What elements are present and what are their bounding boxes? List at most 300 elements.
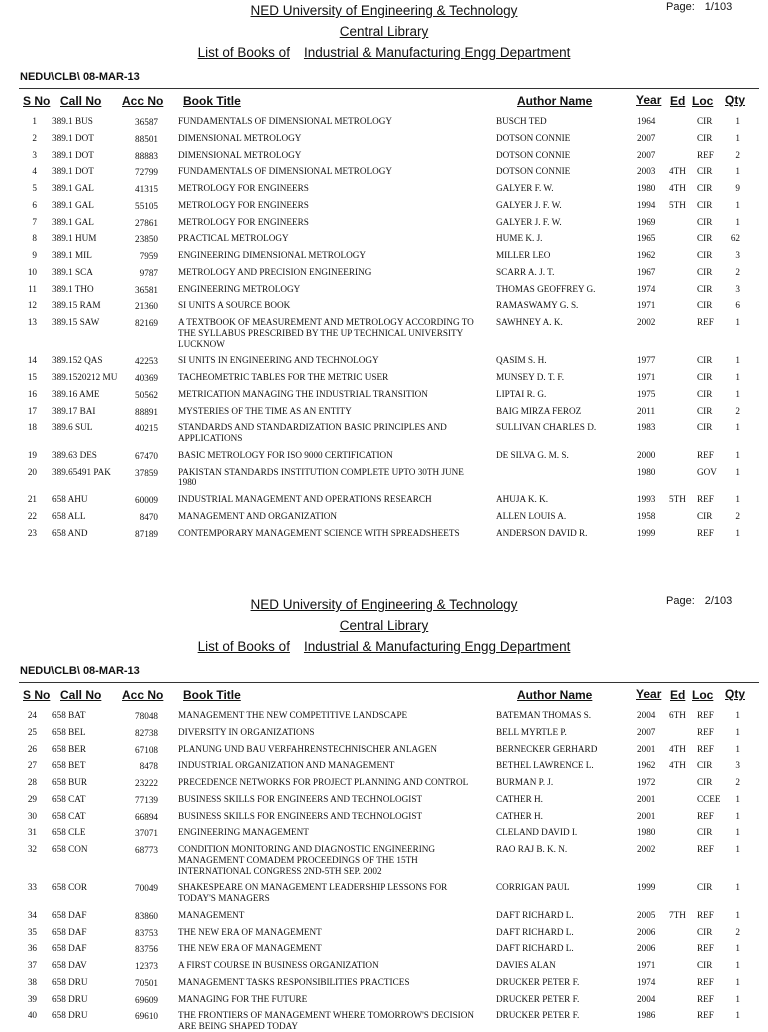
row-acc-no: 50562 (135, 389, 158, 400)
row-call-no: 389.1 DOT (52, 132, 94, 143)
row-loc: CIR (697, 250, 713, 260)
col-ed: Ed (670, 94, 686, 108)
row-qty: 1 (735, 743, 740, 754)
row-book-title: BUSINESS SKILLS FOR ENGINEERS AND TECHNOLOGIST (178, 793, 423, 804)
row-call-no: 389.152 QAS (52, 355, 103, 366)
row-loc: REF (697, 1010, 714, 1021)
row-year: 2002 (637, 844, 656, 854)
row-author-name: DOTSON CONNIE (496, 132, 571, 143)
row-call-no: 658 AND (52, 527, 88, 538)
row-author-name: GALYER F. W. (496, 183, 554, 193)
row-sno: 7 (32, 216, 37, 227)
row-call-no: 658 CAT (52, 793, 86, 804)
page-number: Page: 2/103 (666, 595, 733, 607)
university-title: NED University of Engineering & Technology (250, 597, 518, 612)
row-author-name: CORRIGAN PAUL (496, 882, 570, 893)
row-qty: 1 (735, 166, 740, 177)
row-qty: 1 (735, 132, 740, 143)
row-sno: 13 (27, 317, 37, 327)
row-acc-no: 40215 (135, 423, 158, 434)
row-author-name: DAFT RICHARD L. (496, 926, 574, 937)
row-book-title: MANAGEMENT (178, 909, 245, 920)
row-author-name: MUNSEY D. T. F. (496, 372, 565, 383)
col-book-title: Book Title (183, 688, 241, 702)
row-year: 1977 (637, 355, 656, 366)
row-call-no: 658 DAV (52, 960, 87, 971)
row-call-no: 389.1 BUS (52, 116, 93, 126)
row-author-name: ANDERSON DAVID R. (496, 527, 588, 538)
col-year: Year (636, 687, 662, 701)
row-call-no: 658 DAF (52, 909, 87, 920)
row-ed: 5TH (669, 199, 686, 210)
row-acc-no: 83753 (135, 927, 158, 938)
row-author-name: QASIM S. H. (496, 355, 547, 366)
row-qty: 2 (735, 510, 740, 521)
row-sno: 38 (27, 976, 37, 987)
row-sno: 33 (27, 882, 37, 893)
row-book-title: TACHEOMETRIC TABLES FOR THE METRIC USER (178, 372, 389, 383)
row-call-no: 389.1 HUM (52, 233, 97, 244)
row-call-no: 658 COR (52, 882, 87, 893)
row-acc-no: 36581 (135, 284, 158, 295)
row-qty: 1 (735, 422, 740, 433)
row-qty: 1 (735, 388, 740, 399)
row-book-title: METROLOGY FOR ENGINEERS (178, 216, 309, 227)
row-qty: 1 (735, 844, 740, 854)
library-title: Central Library (339, 618, 429, 633)
row-author-name: RAMASWAMY G. S. (496, 300, 579, 311)
row-author-name: RAO RAJ B. K. N. (496, 844, 568, 854)
row-author-name: BETHEL LAWRENCE L. (496, 760, 594, 771)
row-qty: 1 (735, 827, 740, 838)
row-author-name: CATHER H. (496, 810, 543, 821)
row-book-title: CONTEMPORARY MANAGEMENT SCIENCE WITH SPREADSHEETS (178, 527, 460, 538)
row-book-title: METRICATION MANAGING THE INDUSTRIAL TRANSITION (178, 388, 428, 399)
row-acc-no: 69609 (135, 994, 158, 1005)
row-loc: REF (697, 726, 714, 737)
row-call-no: 389.1 GAL (52, 216, 94, 227)
row-acc-no: 66894 (135, 811, 158, 822)
row-qty: 1 (735, 199, 740, 210)
row-ed: 4TH (669, 760, 686, 771)
row-loc: CIR (697, 388, 713, 399)
row-loc: CIR (697, 355, 713, 366)
row-call-no: 658 CAT (52, 810, 86, 821)
row-loc: CIR (697, 300, 713, 311)
row-qty: 1 (735, 372, 740, 383)
row-book-title: A FIRST COURSE IN BUSINESS ORGANIZATION (178, 960, 379, 971)
row-year: 1999 (637, 882, 656, 893)
row-year: 2011 (637, 405, 656, 416)
row-year: 2006 (637, 926, 656, 937)
row-year: 1974 (637, 283, 656, 294)
row-call-no: 658 DRU (52, 993, 88, 1004)
row-author-name: DRUCKER PETER F. (496, 976, 580, 987)
row-author-name: ALLEN LOUIS A. (496, 510, 567, 521)
row-book-title: DIMENSIONAL METROLOGY (178, 149, 302, 160)
row-book-title: ENGINEERING METROLOGY (178, 283, 301, 294)
row-acc-no: 40369 (135, 373, 158, 384)
row-call-no: 389.17 BAI (52, 405, 96, 416)
col-sno: S No (23, 94, 51, 108)
row-acc-no: 88883 (135, 150, 158, 161)
row-acc-no: 87189 (135, 528, 158, 539)
row-call-no: 389.1 DOT (52, 149, 94, 160)
row-book-title: BASIC METROLOGY FOR ISO 9000 CERTIFICATION (178, 449, 393, 460)
row-qty: 9 (735, 183, 740, 193)
row-loc: CIR (697, 199, 713, 210)
row-sno: 20 (27, 466, 37, 477)
row-book-title: SHAKESPEARE ON MANAGEMENT LEADERSHIP LESSONS FOR TODAY'S MANAGERS (178, 882, 448, 904)
row-sno: 11 (28, 283, 37, 294)
report-page-2 (0, 594, 768, 1032)
row-sno: 22 (27, 510, 37, 521)
list-title: List of Books of Industrial & Manufacturing Engg Department (197, 639, 571, 654)
row-book-title: A TEXTBOOK OF MEASUREMENT AND METROLOGY ACCORDING TO THE SYLLABUS PRESCRIBED BY THE UP TECHNICAL UNIVERSITY LUCKNOW (178, 317, 474, 349)
row-sno: 4 (32, 166, 37, 177)
row-author-name: CLELAND DAVID I. (496, 827, 578, 838)
row-year: 1971 (637, 372, 656, 383)
row-year: 2001 (637, 810, 656, 821)
row-author-name: THOMAS GEOFFREY G. (496, 283, 596, 294)
row-loc: REF (697, 993, 714, 1004)
row-ed: 7TH (669, 909, 686, 920)
row-sno: 27 (27, 760, 37, 771)
row-qty: 62 (730, 233, 740, 244)
row-author-name: BELL MYRTLE P. (496, 726, 567, 737)
row-call-no: 658 AHU (52, 494, 88, 505)
row-author-name: BUSCH TED (496, 116, 547, 126)
row-call-no: 658 BUR (52, 777, 87, 787)
row-call-no: 389.15 SAW (52, 317, 100, 327)
row-book-title: INDUSTRIAL ORGANIZATION AND MANAGEMENT (178, 760, 395, 771)
row-loc: REF (697, 909, 714, 920)
row-author-name: DAVIES ALAN (496, 960, 556, 971)
row-book-title: ENGINEERING DIMENSIONAL METROLOGY (178, 250, 366, 260)
row-book-title: STANDARDS AND STANDARDIZATION BASIC PRINCIPLES AND APPLICATIONS (178, 422, 447, 444)
row-loc: CIR (697, 216, 713, 227)
row-sno: 6 (32, 199, 37, 210)
row-loc: CIR (697, 233, 713, 244)
row-book-title: PAKISTAN STANDARDS INSTITUTION COMPLETE UPTO 30TH JUNE 1980 (178, 466, 464, 488)
row-year: 2006 (637, 943, 656, 954)
page-number: Page: 1/103 (666, 1, 733, 13)
row-qty: 2 (735, 777, 740, 787)
row-loc: REF (697, 317, 714, 327)
col-acc-no: Acc No (122, 94, 164, 108)
row-author-name: DAFT RICHARD L. (496, 909, 574, 920)
row-book-title: METROLOGY AND PRECISION ENGINEERING (178, 266, 372, 277)
row-call-no: 658 CLE (52, 827, 86, 838)
row-loc: CIR (697, 372, 713, 383)
row-year: 1962 (637, 250, 656, 260)
row-book-title: DIVERSITY IN ORGANIZATIONS (178, 726, 315, 737)
row-sno: 26 (27, 743, 37, 754)
row-call-no: 389.1 MIL (52, 250, 92, 260)
row-acc-no: 23850 (135, 234, 158, 245)
row-qty: 1 (735, 710, 740, 720)
row-acc-no: 78048 (135, 711, 158, 721)
row-sno: 16 (27, 388, 37, 399)
row-loc: REF (697, 710, 714, 720)
row-book-title: PLANUNG UND BAU VERFAHRENSTECHNISCHER ANLAGEN (178, 743, 437, 754)
row-acc-no: 41315 (135, 184, 158, 194)
row-year: 1980 (637, 183, 656, 193)
row-call-no: 389.15 RAM (52, 300, 101, 311)
row-sno: 34 (27, 909, 37, 920)
row-qty: 2 (735, 149, 740, 160)
row-loc: CIR (697, 777, 713, 787)
row-acc-no: 70049 (135, 883, 158, 894)
report-meta: NEDU\CLB\ 08-MAR-13 (20, 71, 140, 83)
row-year: 2004 (637, 710, 656, 720)
row-qty: 1 (735, 216, 740, 227)
row-call-no: 389.1 DOT (52, 166, 94, 177)
row-book-title: METROLOGY FOR ENGINEERS (178, 183, 309, 193)
row-author-name: LIPTAI R. G. (496, 388, 547, 399)
row-year: 2001 (637, 793, 656, 804)
row-year: 1962 (637, 760, 656, 771)
row-call-no: 658 DRU (52, 976, 88, 987)
row-author-name: SAWHNEY A. K. (496, 317, 563, 327)
row-call-no: 658 BAT (52, 710, 86, 720)
col-qty: Qty (725, 93, 746, 107)
row-acc-no: 77139 (135, 794, 158, 805)
row-sno: 9 (32, 250, 37, 260)
row-loc: REF (697, 149, 714, 160)
row-call-no: 658 DAF (52, 943, 87, 954)
row-acc-no: 82738 (135, 727, 158, 738)
row-sno: 35 (27, 926, 37, 937)
row-book-title: CONDITION MONITORING AND DIAGNOSTIC ENGINEERING MANAGEMENT COMADEM PROCEEDINGS OF THE 15TH INTERNATIONAL CONGRESS 2ND-5TH SEP. 2002 (178, 844, 436, 876)
row-call-no: 389.1 THO (52, 283, 94, 294)
row-loc: REF (697, 743, 714, 754)
row-book-title: FUNDAMENTALS OF DIMENSIONAL METROLOGY (178, 116, 393, 126)
row-book-title: ENGINEERING MANAGEMENT (178, 827, 309, 838)
row-acc-no: 21360 (135, 301, 158, 312)
row-call-no: 658 DAF (52, 926, 87, 937)
row-acc-no: 8470 (139, 511, 158, 522)
row-acc-no: 69610 (135, 1011, 158, 1022)
row-year: 1969 (637, 216, 656, 227)
row-loc: REF (697, 494, 714, 505)
row-loc: CIR (697, 960, 713, 971)
row-qty: 1 (735, 976, 740, 987)
row-acc-no: 55105 (135, 200, 158, 211)
row-book-title: THE FRONTIERS OF MANAGEMENT WHERE TOMORROW'S DECISION ARE BEING SHAPED TODAY (178, 1010, 475, 1032)
row-author-name: SULLIVAN CHARLES D. (496, 422, 597, 433)
row-ed: 4TH (669, 183, 686, 193)
row-year: 1999 (637, 527, 656, 538)
row-loc: CIR (697, 827, 713, 838)
row-sno: 40 (27, 1010, 37, 1021)
row-sno: 28 (27, 777, 37, 787)
row-qty: 1 (735, 317, 740, 327)
row-qty: 1 (735, 993, 740, 1004)
row-book-title: PRACTICAL METROLOGY (178, 233, 289, 244)
row-qty: 1 (735, 1010, 740, 1021)
row-author-name: BERNECKER GERHARD (496, 743, 598, 754)
row-author-name: BAIG MIRZA FEROZ (496, 405, 582, 416)
col-loc: Loc (692, 94, 714, 108)
row-book-title: BUSINESS SKILLS FOR ENGINEERS AND TECHNOLOGIST (178, 810, 423, 821)
col-call-no: Call No (60, 94, 102, 108)
row-year: 1974 (637, 976, 656, 987)
row-sno: 29 (27, 793, 37, 804)
row-book-title: THE NEW ERA OF MANAGEMENT (178, 943, 322, 954)
row-author-name: DRUCKER PETER F. (496, 993, 580, 1004)
row-sno: 10 (27, 266, 37, 277)
row-year: 1986 (637, 1010, 656, 1021)
row-year: 1967 (637, 266, 656, 277)
row-book-title: MANAGEMENT THE NEW COMPETITIVE LANDSCAPE (178, 710, 408, 720)
row-loc: REF (697, 943, 714, 954)
row-loc: CIR (697, 405, 713, 416)
library-title: Central Library (339, 24, 429, 39)
row-loc: CIR (697, 926, 713, 937)
row-year: 2007 (637, 726, 656, 737)
row-sno: 25 (27, 726, 37, 737)
row-loc: GOV (697, 466, 717, 477)
row-qty: 2 (735, 926, 740, 937)
row-author-name: MILLER LEO (496, 250, 551, 260)
row-loc: CIR (697, 422, 713, 433)
row-sno: 15 (27, 372, 37, 383)
row-author-name: SCARR A. J. T. (496, 266, 555, 277)
row-acc-no: 68773 (135, 845, 158, 855)
row-year: 1993 (637, 494, 656, 505)
row-year: 2004 (637, 993, 656, 1004)
row-acc-no: 82169 (135, 318, 158, 328)
row-qty: 1 (735, 466, 740, 477)
row-book-title: METROLOGY FOR ENGINEERS (178, 199, 309, 210)
row-ed: 4TH (669, 166, 686, 177)
row-author-name: HUME K. J. (496, 233, 543, 244)
row-sno: 3 (32, 149, 37, 160)
row-qty: 6 (735, 300, 740, 311)
row-acc-no: 60009 (135, 495, 158, 506)
row-book-title: MANAGEMENT TASKS RESPONSIBILITIES PRACTICES (178, 976, 410, 987)
row-acc-no: 12373 (135, 961, 158, 972)
col-author-name: Author Name (517, 688, 593, 702)
row-qty: 2 (735, 266, 740, 277)
row-loc: CIR (697, 266, 713, 277)
row-book-title: MYSTERIES OF THE TIME AS AN ENTITY (178, 405, 352, 416)
row-author-name: DAFT RICHARD L. (496, 943, 574, 954)
row-call-no: 658 DRU (52, 1010, 88, 1021)
row-book-title: MANAGEMENT AND ORGANIZATION (178, 510, 338, 521)
row-call-no: 658 ALL (52, 510, 86, 521)
row-loc: REF (697, 844, 714, 854)
row-sno: 23 (27, 527, 37, 538)
row-ed: 4TH (669, 743, 686, 754)
row-book-title: FUNDAMENTALS OF DIMENSIONAL METROLOGY (178, 166, 393, 177)
row-call-no: 389.65491 PAK (52, 466, 111, 477)
col-call-no: Call No (60, 688, 102, 702)
col-year: Year (636, 93, 662, 107)
row-year: 1971 (637, 300, 656, 311)
row-loc: CIR (697, 882, 713, 893)
row-acc-no: 7959 (139, 251, 158, 261)
row-call-no: 658 CON (52, 844, 88, 854)
row-call-no: 658 BER (52, 743, 86, 754)
row-book-title: PRECEDENCE NETWORKS FOR PROJECT PLANNING AND CONTROL (178, 777, 469, 787)
row-sno: 37 (27, 960, 37, 971)
university-title: NED University of Engineering & Technology (250, 3, 518, 18)
row-author-name: DOTSON CONNIE (496, 166, 571, 177)
row-call-no: 658 BEL (52, 726, 86, 737)
row-book-title: DIMENSIONAL METROLOGY (178, 132, 302, 143)
row-year: 2007 (637, 149, 656, 160)
row-sno: 32 (27, 844, 37, 854)
row-qty: 1 (735, 726, 740, 737)
row-book-title: SI UNITS IN ENGINEERING AND TECHNOLOGY (178, 355, 379, 366)
row-acc-no: 8478 (139, 761, 158, 772)
row-sno: 30 (27, 810, 37, 821)
row-author-name: GALYER J. F. W. (496, 216, 562, 227)
row-year: 1958 (637, 510, 656, 521)
row-book-title: THE NEW ERA OF MANAGEMENT (178, 926, 322, 937)
row-qty: 1 (735, 909, 740, 920)
row-book-title: INDUSTRIAL MANAGEMENT AND OPERATIONS RESEARCH (178, 494, 432, 505)
row-loc: CIR (697, 510, 713, 521)
row-acc-no: 36587 (135, 117, 158, 127)
row-qty: 1 (735, 943, 740, 954)
row-acc-no: 83860 (135, 910, 158, 921)
row-call-no: 389.1 GAL (52, 183, 94, 193)
col-loc: Loc (692, 688, 714, 702)
row-year: 1965 (637, 233, 656, 244)
row-loc: CIR (697, 132, 713, 143)
row-acc-no: 37071 (135, 828, 158, 839)
row-qty: 1 (735, 960, 740, 971)
row-loc: CIR (697, 116, 713, 126)
row-call-no: 389.6 SUL (52, 422, 93, 433)
row-acc-no: 70501 (135, 977, 158, 988)
row-qty: 1 (735, 527, 740, 538)
row-loc: REF (697, 449, 714, 460)
row-sno: 39 (27, 993, 37, 1004)
row-sno: 21 (27, 494, 37, 505)
row-call-no: 389.1520212 MU (52, 372, 118, 383)
row-call-no: 389.1 SCA (52, 266, 93, 277)
row-call-no: 389.63 DES (52, 449, 97, 460)
row-acc-no: 37859 (135, 467, 158, 478)
row-qty: 1 (735, 116, 740, 126)
row-qty: 3 (735, 250, 740, 260)
row-loc: REF (697, 976, 714, 987)
row-call-no: 389.16 AME (52, 388, 100, 399)
col-qty: Qty (725, 687, 746, 701)
row-loc: CIR (697, 760, 713, 771)
row-sno: 19 (27, 449, 37, 460)
row-year: 1983 (637, 422, 656, 433)
row-book-title: MANAGING FOR THE FUTURE (178, 993, 308, 1004)
row-sno: 5 (32, 183, 37, 193)
row-sno: 12 (27, 300, 37, 311)
row-sno: 31 (27, 827, 37, 838)
row-acc-no: 83756 (135, 944, 158, 955)
row-acc-no: 9787 (139, 267, 158, 278)
row-sno: 24 (27, 710, 37, 720)
row-book-title: SI UNITS A SOURCE BOOK (178, 300, 291, 311)
list-title: List of Books of Industrial & Manufacturing Engg Department (197, 45, 571, 60)
row-sno: 8 (32, 233, 37, 244)
row-qty: 2 (735, 405, 740, 416)
row-call-no: 658 BET (52, 760, 86, 771)
row-loc: CIR (697, 166, 713, 177)
row-author-name: GALYER J. F. W. (496, 199, 562, 210)
